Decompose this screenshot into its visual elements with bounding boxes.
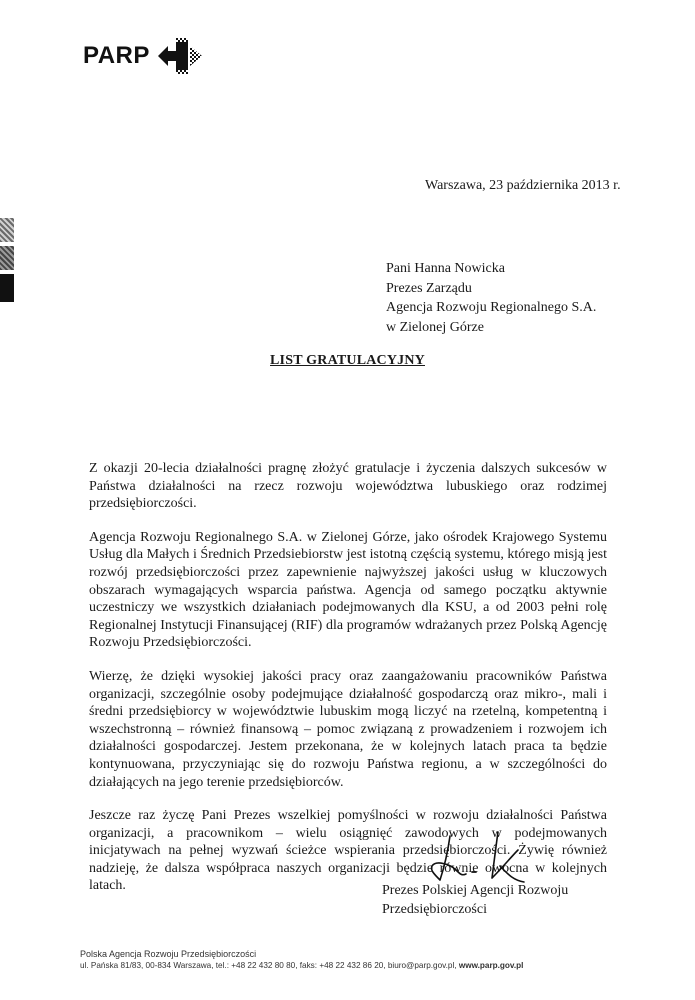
signer-line: Przedsiębiorczości [382,902,487,917]
parp-arrows-icon [156,38,206,74]
body-paragraph: Agencja Rozwoju Regionalnego S.A. w Zielonej Górze, jako ośrodek Krajowego Systemu Usług dla Małych i Średnich Przedsiebiorstw jest istotną częścią systemu, którego misją jest rozwój przedsiębiorczości przez zapewnienie najwyższej jakości usług w kluczowych obszarach wymagających wsparcia państwa. Agencja od samego początku aktywnie uczestniczy we wszystkich działaniach podejmowanych dla KSU, a od 2003 pełni rolę Regionalnej Instytucji Finansującej (RIF) dla programów wdrażanych przez Polską Agencję Rozwoju Przedsiębiorczości. [89,529,607,651]
fold-mark [0,246,14,270]
recipient-line: Prezes Zarządu [386,280,472,296]
body-paragraph: Jeszcze raz życzę Pani Prezes wszelkiej pomyślności w rozwoju działalności Państwa organizacji, a pracownikom – wielu osiągnięć zawodowych w podejmowanych inicjatywach na pełnej wyzwań ścieżce wspierania przedsiębiorczości. Żywię również nadzieję, że dalsza współpraca naszych organizacji będzie równie owocna w kolejnych latach. [89,808,607,894]
footer-address [80,960,523,972]
fold-marks [0,218,14,306]
footer-contact: ul. Pańska 81/83, 00-834 Warszawa, tel.: +48 22 432 80 80, faks: +48 22 432 86 20, biuro@parp.gov.pl, [80,961,457,970]
logo-text: PARP [83,42,150,69]
recipient-line: w Zielonej Górze [386,319,484,335]
fold-mark [0,274,14,302]
recipient-line: Agencja Rozwoju Regionalnego S.A. [386,300,597,315]
signer-line: Prezes Polskiej Agencji Rozwoju [382,883,569,898]
recipient-block [386,259,596,337]
footer-website-link[interactable]: www.parp.gov.pl [458,961,524,970]
letter-date: Warszawa, 23 października 2013 r. [425,178,621,193]
footer [80,948,523,972]
signer-block [382,881,568,919]
recipient-line: Pani Hanna Nowicka [386,261,505,276]
body-paragraph: Wierzę, że dzięki wysokiej jakości pracy oraz zaangażowaniu pracowników Państwa organizacji, szczególnie osoby podejmujące działalność gospodarczą oraz mikro-, mali i średni przedsiębiorcy w województwie lubuskim mogą liczyć na rzetelną, kompetentną i wszechstronną – również finansową – pomoc związaną z prowadzeniem i rozwojem ich działalności gospodarczej. Jestem przekonana, że w kolejnych latach praca ta będzie kontynuowana, przyczyniając się do rozwoju Państwa regionu, a w szczególności do działających na jego terenie przedsiębiorców. [89,668,607,790]
footer-org-name: Polska Agencja Rozwoju Przedsiębiorczości [80,949,257,959]
body-paragraph: Z okazji 20-lecia działalności pragnę złożyć gratulacje i życzenia dalszych sukcesów w Państwa działalności na rzecz rozwoju województwa lubuskiego oraz rodzimej przedsiębiorczości. [89,461,607,512]
parp-logo [83,38,206,74]
letter-title: LIST GRATULACYJNY [270,353,425,368]
fold-mark [0,218,14,242]
